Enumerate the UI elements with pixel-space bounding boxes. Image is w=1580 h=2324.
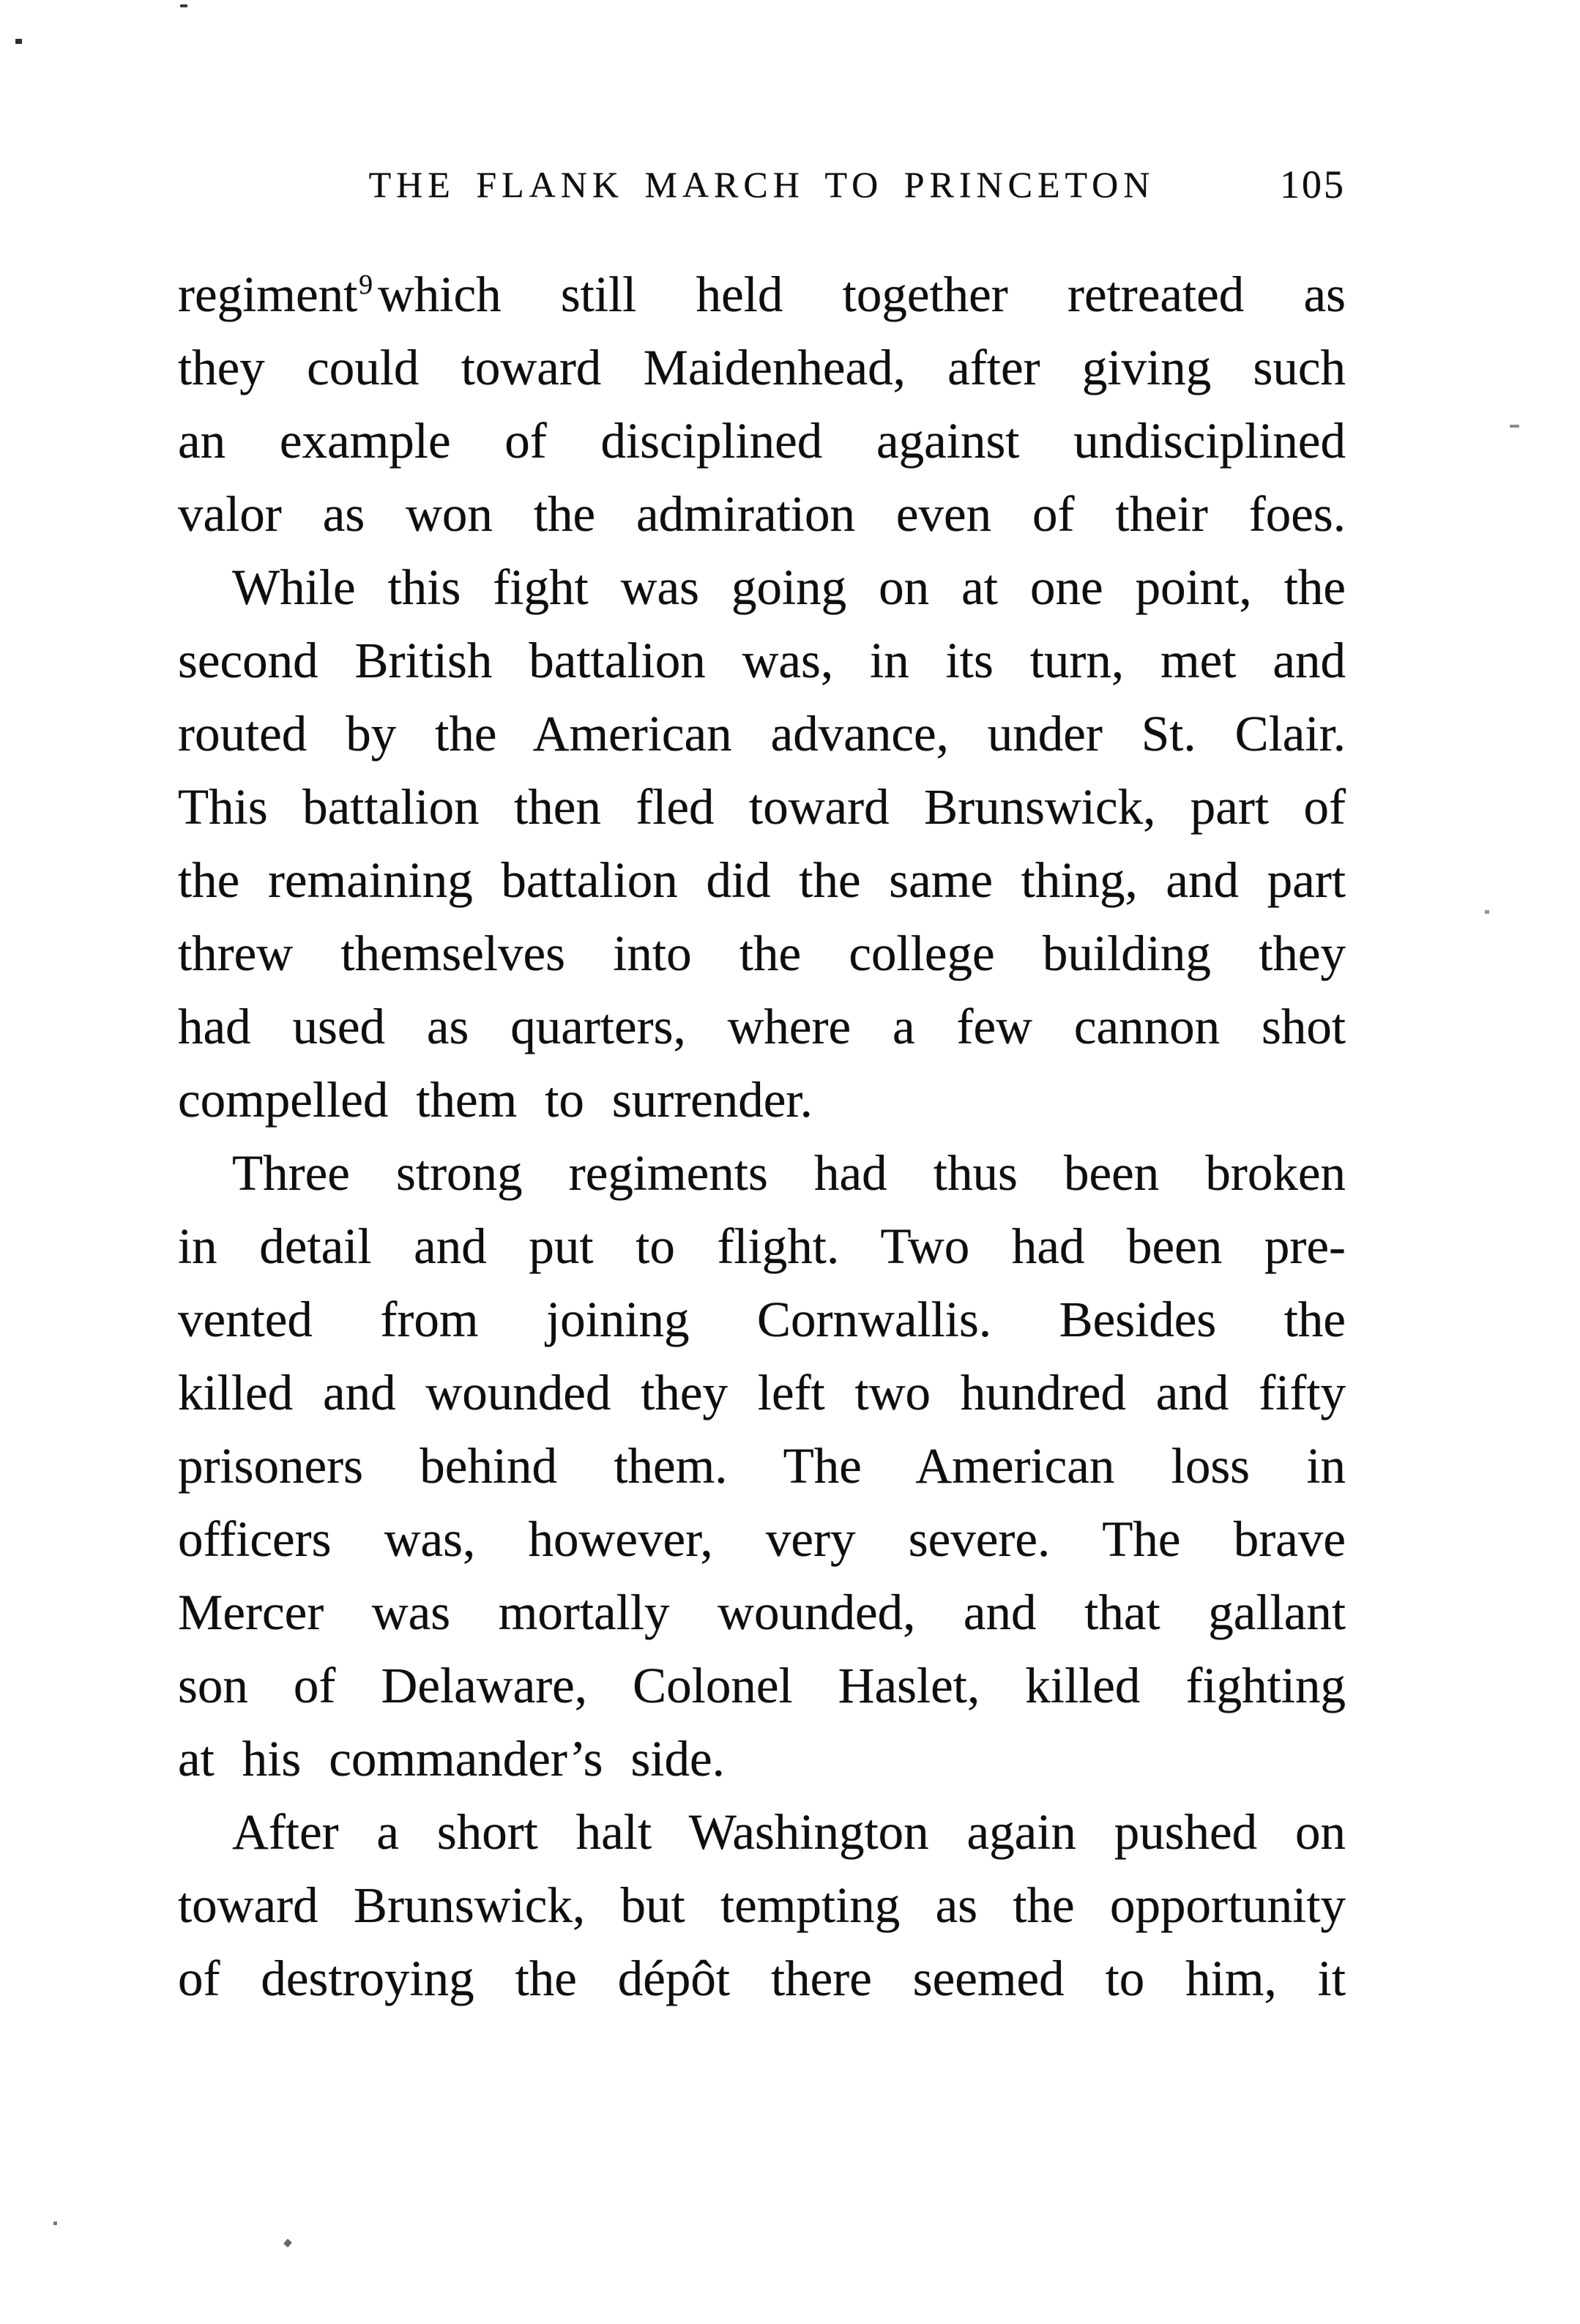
paragraph-1: [178, 258, 1346, 551]
footnote-marker: 9: [359, 269, 373, 300]
text-line: of destroying the dépôt there seemed to him, it: [178, 1951, 1346, 2006]
page-body-text: [178, 258, 1346, 2015]
footnote-word: regiment: [178, 267, 358, 322]
text-line-rest: which still held together retreated as: [377, 267, 1346, 322]
text-line: in detail and put to flight. Two had been pre-: [178, 1218, 1346, 1274]
text-line: valor as won the admiration even of their foes.: [178, 486, 1346, 542]
paragraph-3: [178, 1136, 1346, 1795]
text-line: threw themselves into the college building they: [178, 925, 1346, 981]
text-line: had used as quarters, where a few cannon shot: [178, 999, 1346, 1054]
text-line: prisoners behind them. The American loss in: [178, 1438, 1346, 1494]
text-line: Mercer was mortally wounded, and that gallant: [178, 1584, 1346, 1640]
text-line: second British battalion was, in its turn, met and: [178, 633, 1346, 688]
scan-speck: [1510, 425, 1519, 428]
paragraph-2: [178, 551, 1346, 1136]
text-line: Three strong regiments had thus been broken: [232, 1145, 1346, 1201]
text-line: [178, 258, 1346, 331]
text-line: killed and wounded they left two hundred and fifty: [178, 1365, 1346, 1420]
text-line: officers was, however, very severe. The brave: [178, 1511, 1346, 1567]
text-line: After a short halt Washington again pushed on: [232, 1804, 1346, 1860]
scan-speck: [283, 2238, 292, 2247]
text-line: they could toward Maidenhead, after giving such: [178, 340, 1346, 395]
scan-speck: [53, 2221, 57, 2225]
text-line: vented from joining Cornwallis. Besides the: [178, 1292, 1346, 1347]
text-line: This battalion then fled toward Brunswick, part of: [178, 779, 1346, 835]
text-line: at his commander’s side.: [178, 1731, 725, 1787]
text-line: While this fight was going on at one point, the: [232, 559, 1346, 615]
text-line: compelled them to surrender.: [178, 1072, 813, 1128]
running-header: [178, 163, 1346, 206]
text-line: an example of disciplined against undisciplined: [178, 413, 1346, 469]
text-line: son of Delaware, Colonel Haslet, killed fighting: [178, 1658, 1346, 1713]
text-line: the remaining battalion did the same thing, and part: [178, 852, 1346, 908]
paragraph-4: [178, 1795, 1346, 2015]
running-header-title: THE FLANK MARCH TO PRINCETON: [368, 164, 1155, 205]
text-line: toward Brunswick, but tempting as the opportunity: [178, 1877, 1346, 1933]
text-line: routed by the American advance, under St. Clair.: [178, 706, 1346, 761]
scan-speck: [15, 39, 22, 44]
page-number: 105: [1280, 163, 1346, 206]
scan-speck: [180, 4, 187, 7]
scan-speck: [1485, 910, 1489, 914]
